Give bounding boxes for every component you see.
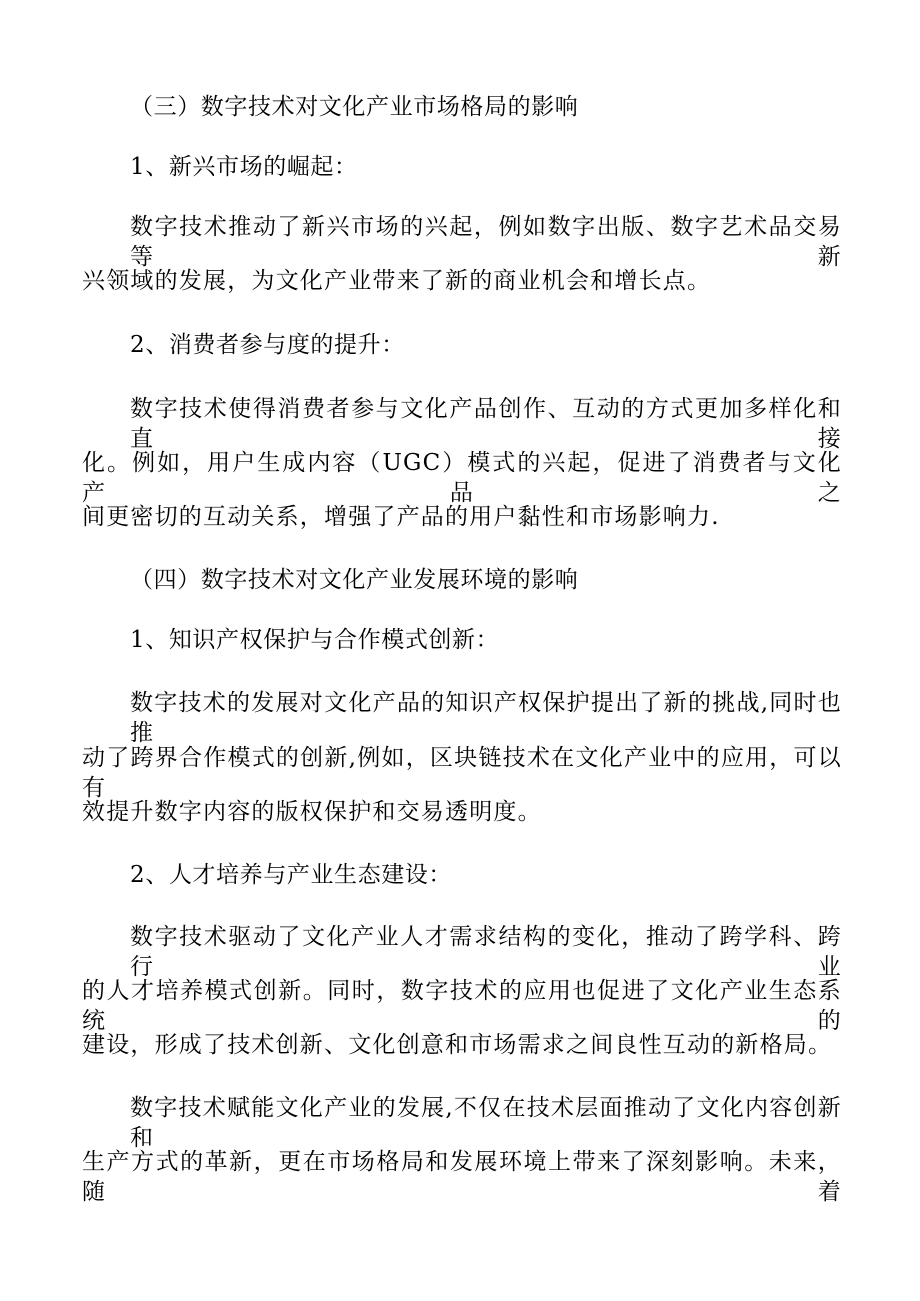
paragraph-line: 生产方式的革新，更在市场格局和发展环境上带来了深刻影响。未来，随着 — [82, 1149, 842, 1205]
paragraph-line: 化。例如，用户生成内容（UGC）模式的兴起，促进了消费者与文化产品之 — [82, 450, 842, 506]
subheading-consumer-participation: 2、消费者参与度的提升： — [130, 332, 405, 358]
paragraph-line: 效提升数字内容的版权保护和交易透明度。 — [82, 799, 542, 825]
subheading-emerging-markets: 1、新兴市场的崛起： — [130, 154, 358, 180]
paragraph-line: 数字技术的发展对文化产品的知识产权保护提出了新的挑战,同时也推 — [130, 690, 842, 746]
paragraph-line: 数字技术赋能文化产业的发展,不仅在技术层面推动了文化内容创新和 — [130, 1095, 842, 1151]
paragraph-line: 间更密切的互动关系，增强了产品的用户黏性和市场影响力. — [82, 504, 720, 530]
paragraph-line: 兴领域的发展，为文化产业带来了新的商业机会和增长点。 — [82, 268, 712, 294]
section-heading-3: （三）数字技术对文化产业市场格局的影响 — [130, 94, 579, 120]
subheading-talent-cultivation: 2、人才培养与产业生态建设： — [130, 862, 453, 888]
paragraph-line: 的人才培养模式创新。同时，数字技术的应用也促进了文化产业生态系统的 — [82, 978, 842, 1034]
paragraph-line: 数字技术驱动了文化产业人才需求结构的变化，推动了跨学科、跨行业 — [130, 924, 842, 980]
paragraph-line: 动了跨界合作模式的创新,例如，区块链技术在文化产业中的应用，可以有 — [82, 745, 842, 801]
paragraph-line: 数字技术推动了新兴市场的兴起，例如数字出版、数字艺术品交易等新 — [130, 214, 842, 270]
section-heading-4: （四）数字技术对文化产业发展环境的影响 — [130, 567, 579, 593]
paragraph-line: 建设，形成了技术创新、文化创意和市场需求之间良性互动的新格局。 — [82, 1032, 833, 1058]
subheading-ip-protection: 1、知识产权保护与合作模式创新： — [130, 627, 500, 653]
paragraph-line: 数字技术使得消费者参与文化产品创作、互动的方式更加多样化和直接 — [130, 396, 842, 452]
